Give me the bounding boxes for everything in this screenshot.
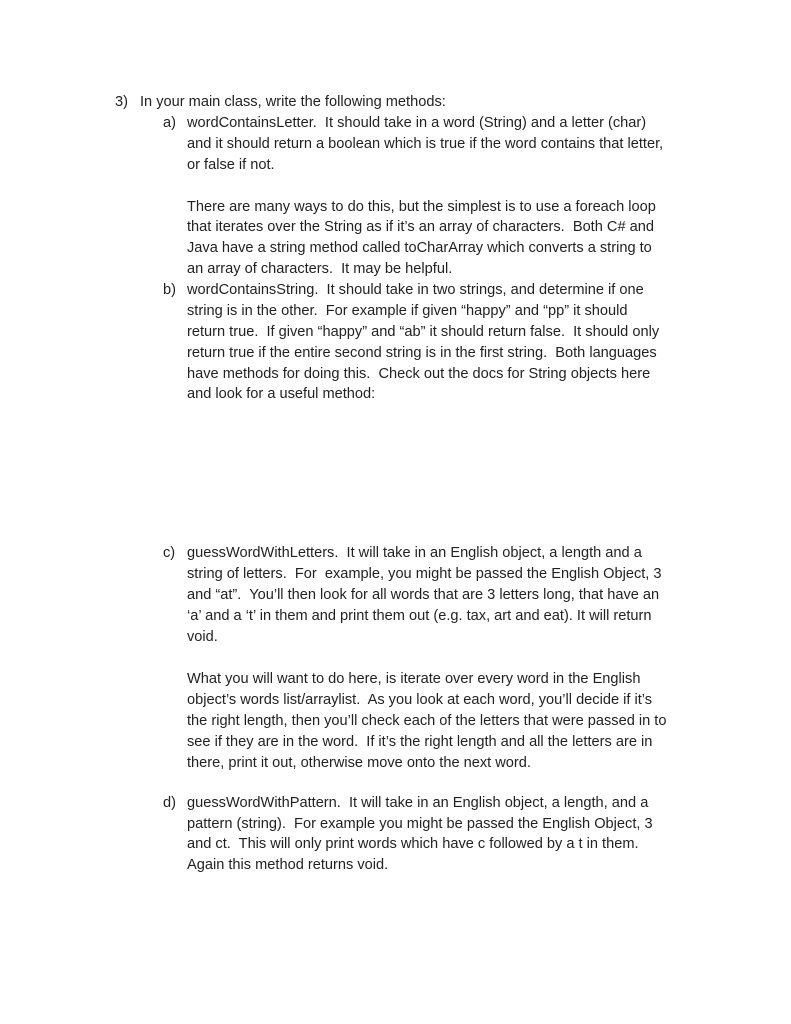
item-text-line: ‘a’ and a ‘t’ in them and print them out (e.g. tax, art and eat). It will return	[187, 608, 652, 624]
item-text-line: wordContainsLetter. It should take in a word (String) and a letter (char)	[187, 115, 647, 131]
item-text-line: return true if the entire second string is in the first string. Both languages	[187, 345, 657, 361]
item-text-line: an array of characters. It may be helpful.	[187, 261, 453, 277]
item-text-line: or false if not.	[187, 157, 275, 173]
item-text-line: and it should return a boolean which is true if the word contains that letter,	[187, 136, 664, 152]
item-text-line: and ct. This will only print words which have c followed by a t in them.	[187, 836, 639, 852]
item-text-line: guessWordWithLetters. It will take in an English object, a length and a	[187, 545, 642, 561]
item-marker: a)	[163, 115, 176, 131]
item-text-line: and “at”. You’ll then look for all words that are 3 letters long, that have an	[187, 587, 660, 603]
item-text-line: the right length, then you’ll check each of the letters that were passed in to	[187, 713, 667, 729]
item-marker: d)	[163, 795, 176, 811]
item-text-line: string of letters. For example, you might be passed the English Object, 3	[187, 566, 662, 582]
question-number: 3)	[115, 94, 128, 110]
item-text-line: there, print it out, otherwise move onto the next word.	[187, 755, 531, 771]
item-text-line: that iterates over the String as if it’s an array of characters. Both C# and	[187, 219, 654, 235]
item-text-line: return true. If given “happy” and “ab” it should return false. It should only	[187, 324, 660, 340]
item-text-line: guessWordWithPattern. It will take in an English object, a length, and a	[187, 795, 649, 811]
item-text-line: wordContainsString. It should take in two strings, and determine if one	[187, 282, 644, 298]
item-text-line: There are many ways to do this, but the simplest is to use a foreach loop	[187, 199, 656, 215]
item-text-line: and look for a useful method:	[187, 386, 376, 402]
item-text-line: object’s words list/arraylist. As you look at each word, you’ll decide if it’s	[187, 692, 653, 708]
item-text-line: void.	[187, 629, 218, 645]
item-text-line: What you will want to do here, is iterate over every word in the English	[187, 671, 641, 687]
item-text-line: string is in the other. For example if given “happy” and “pp” it should	[187, 303, 628, 319]
question-intro: In your main class, write the following methods:	[140, 94, 446, 110]
item-text-line: have methods for doing this. Check out the docs for String objects here	[187, 366, 651, 382]
item-text-line: pattern (string). For example you might be passed the English Object, 3	[187, 816, 653, 832]
item-marker: b)	[163, 282, 176, 298]
item-text-line: Again this method returns void.	[187, 857, 389, 873]
item-text-line: see if they are in the word. If it’s the right length and all the letters are in	[187, 734, 653, 750]
item-text-line: Java have a string method called toCharArray which converts a string to	[187, 240, 652, 256]
item-marker: c)	[163, 545, 176, 561]
